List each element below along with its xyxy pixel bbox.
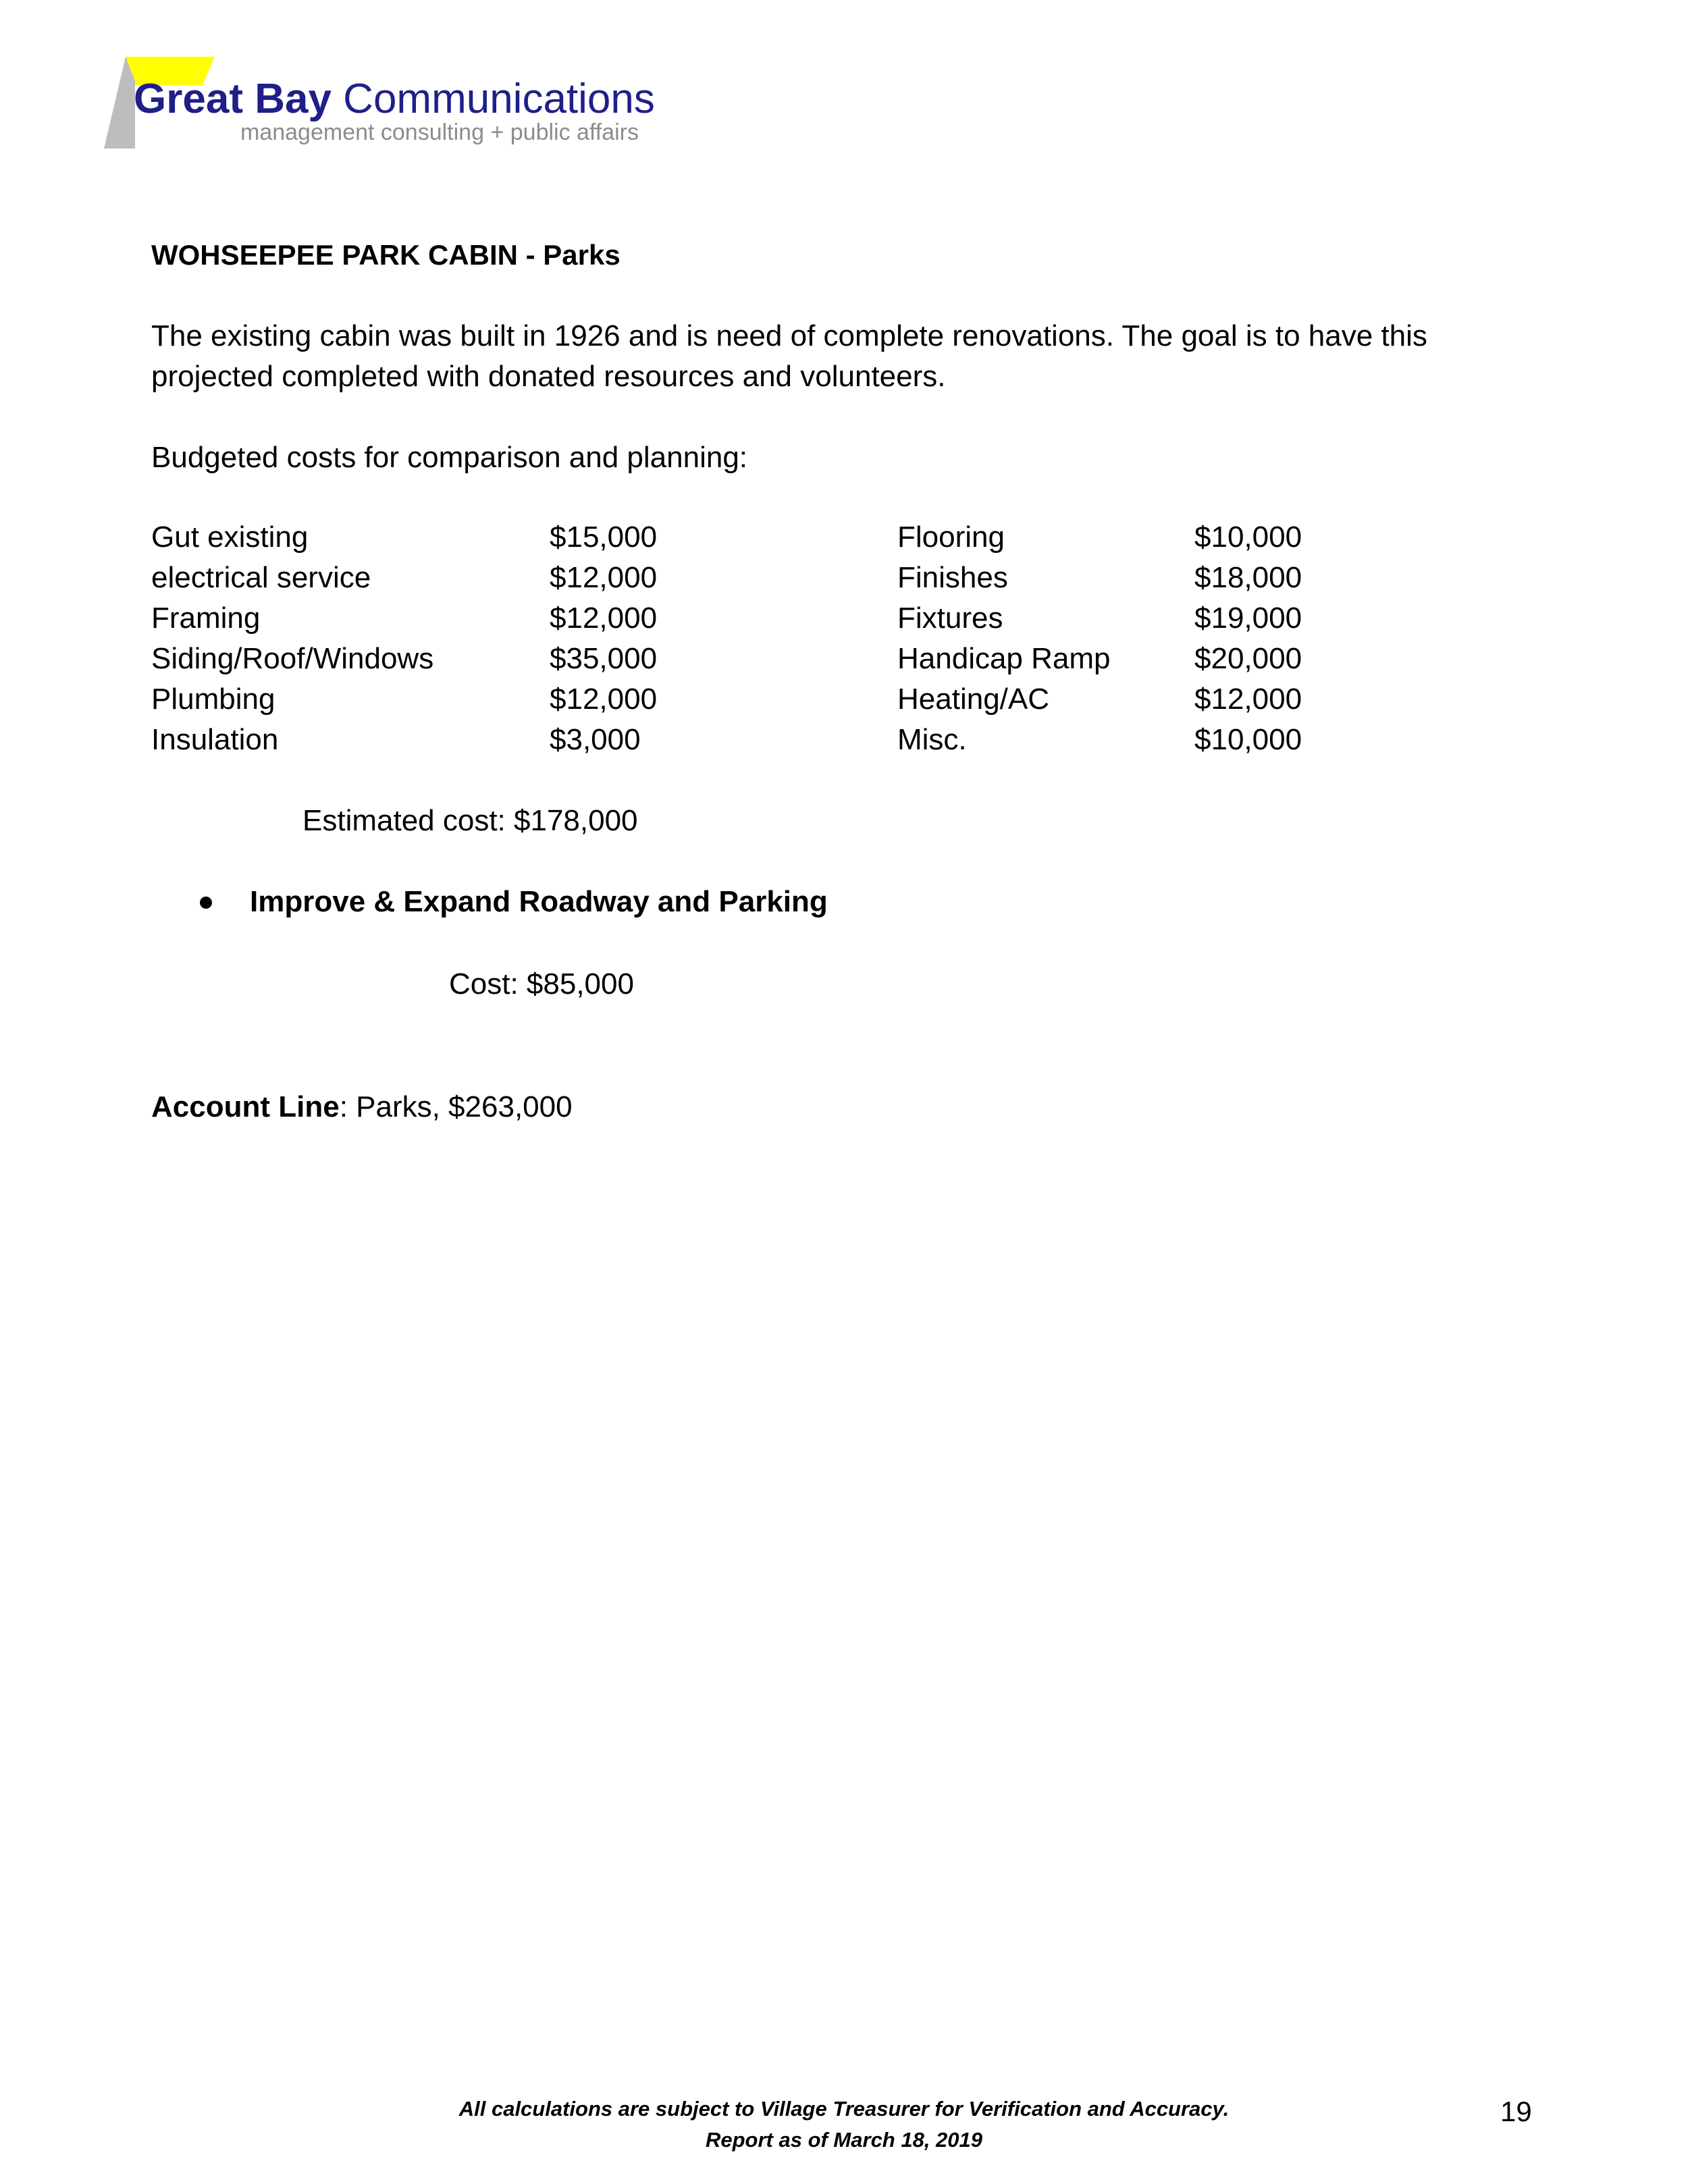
cost-item-left: Gut existing — [151, 521, 309, 554]
account-line-value: : Parks, $263,000 — [339, 1090, 573, 1123]
cost-amount-right: $20,000 — [1194, 642, 1302, 675]
page-number: 19 — [1500, 2096, 1532, 2127]
cost-row — [151, 639, 1367, 679]
cost-amount-left: $3,000 — [550, 723, 641, 756]
cost-item-right: Misc. — [897, 723, 967, 756]
account-line — [151, 1087, 573, 1127]
cost-item-left: Siding/Roof/Windows — [151, 642, 434, 675]
bullet-label: Improve & Expand Roadway and Parking — [250, 885, 828, 918]
cost-amount-right: $10,000 — [1194, 521, 1302, 554]
cost-amount-left: $12,000 — [550, 602, 658, 635]
bullet-cost: Cost: $85,000 — [449, 967, 634, 1001]
cost-item-right: Fixtures — [897, 602, 1003, 635]
cost-amount-right: $12,000 — [1194, 683, 1302, 716]
cost-item-left: Framing — [151, 602, 261, 635]
cost-amount-right: $18,000 — [1194, 561, 1302, 594]
section-heading: WOHSEEPEE PARK CABIN - Parks — [151, 239, 621, 271]
cost-amount-left: $12,000 — [550, 683, 658, 716]
cost-item-right: Finishes — [897, 561, 1008, 594]
company-logo — [0, 0, 675, 155]
cost-amount-right: $19,000 — [1194, 602, 1302, 635]
intro-line-2: projected completed with donated resources and volunteers. — [151, 360, 946, 393]
cost-row — [151, 517, 1367, 558]
cost-table — [151, 517, 1367, 760]
cost-item-right: Handicap Ramp — [897, 642, 1111, 675]
account-line-label: Account Line — [151, 1090, 340, 1123]
logo-tagline: management consulting + public affairs — [240, 119, 639, 145]
logo-company-name — [134, 76, 655, 123]
intro-paragraph — [151, 316, 1502, 397]
footer-disclaimer: All calculations are subject to Village Treasurer for Verification and Accuracy. — [458, 2097, 1230, 2121]
cost-item-left: Plumbing — [151, 683, 275, 716]
budget-intro: Budgeted costs for comparison and planning: — [151, 441, 748, 474]
bullet-icon — [200, 897, 212, 909]
cost-item-right: Flooring — [897, 521, 1005, 554]
cost-row — [151, 720, 1367, 760]
cost-amount-left: $12,000 — [550, 561, 658, 594]
cost-row — [151, 558, 1367, 598]
cost-item-left: Insulation — [151, 723, 279, 756]
footer-report-date: Report as of March 18, 2019 — [705, 2128, 983, 2152]
cost-row — [151, 598, 1367, 639]
logo-name-bold: Great Bay — [134, 76, 332, 122]
estimated-cost: Estimated cost: $178,000 — [302, 804, 638, 837]
cost-amount-right: $10,000 — [1194, 723, 1302, 756]
logo-name-rest: Communications — [331, 76, 655, 122]
cost-row — [151, 679, 1367, 720]
cost-amount-left: $35,000 — [550, 642, 658, 675]
cost-item-left: electrical service — [151, 561, 371, 594]
intro-line-1: The existing cabin was built in 1926 and is need of complete renovations. The goal is to have this — [151, 319, 1427, 352]
cost-item-right: Heating/AC — [897, 683, 1050, 716]
cost-amount-left: $15,000 — [550, 521, 658, 554]
